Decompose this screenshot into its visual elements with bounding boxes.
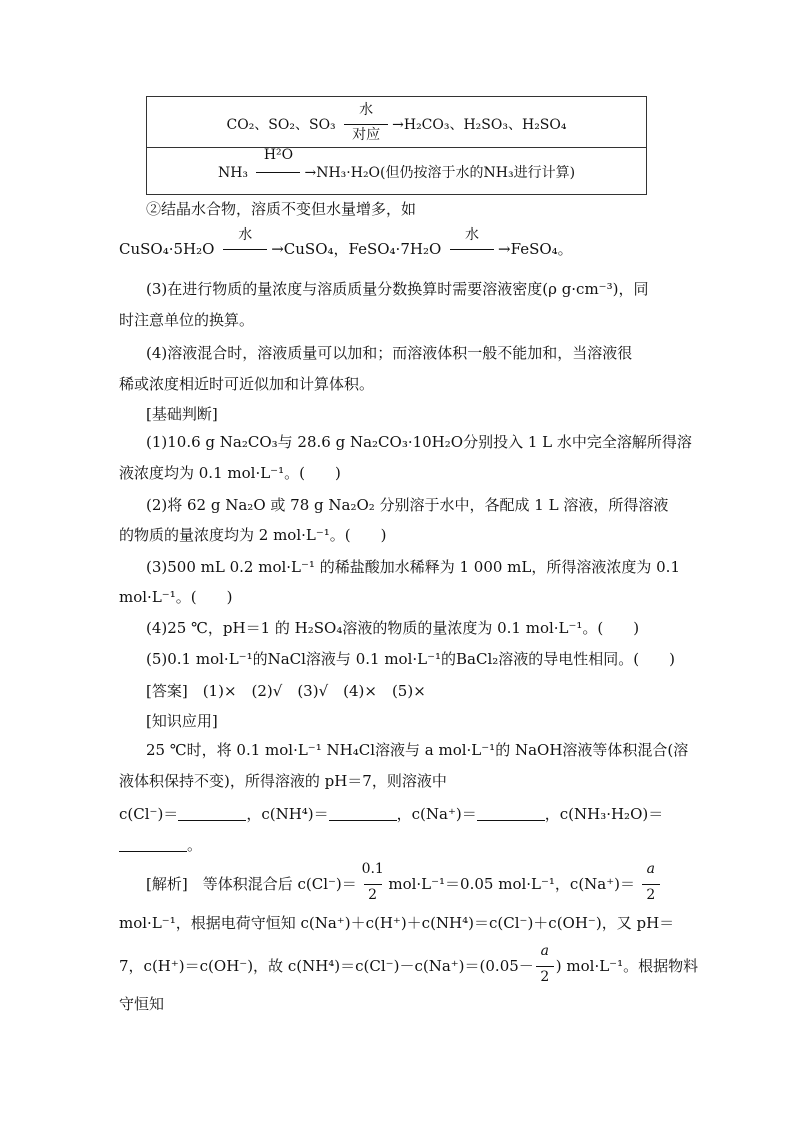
reaction-arrow — [219, 227, 271, 257]
fraction-denominator: 2 — [540, 969, 550, 985]
analysis-line: mol·L⁻¹，根据电荷守恒知 c(Na⁺)＋c(H⁺)＋c(NH⁴)＝c(Cl⁻)＋c(OH⁻)，又 pH＝ — [119, 914, 675, 932]
hydrate-2-text: →CuSO₄，FeSO₄·7H₂O — [271, 240, 442, 258]
hydrate-equation-line — [119, 227, 573, 259]
paragraph-line: (4)溶液混合时，溶液质量可以加和；而溶液体积一般不能加和，当溶液很 — [146, 344, 633, 362]
analysis-text: ) mol·L⁻¹。根据物料 — [555, 957, 699, 975]
analysis-line — [146, 861, 662, 903]
arrow-label-bottom: 对应 — [352, 127, 381, 143]
product-text: →NH₃·H₂O(但仍按溶于水的NH₃进行计算) — [304, 165, 576, 181]
question-line: mol·L⁻¹。( ) — [119, 588, 233, 606]
question-line: (3)500 mL 0.2 mol·L⁻¹ 的稀盐酸加水稀释为 1 000 mL，所得溶液浓度为 0.1 — [146, 558, 680, 576]
nh3h2o-concentration-label: ，c(NH₃·H₂O)＝ — [544, 805, 664, 823]
fraction-denominator: 2 — [646, 887, 656, 903]
question-line: (2)将 62 g Na₂O 或 78 g Na₂O₂ 分别溶于水中，各配成 1 L 溶液，所得溶液 — [146, 496, 669, 514]
question-line: 液浓度均为 0.1 mol·L⁻¹。( ) — [119, 464, 341, 482]
reaction-arrow — [340, 102, 392, 143]
answer-blank — [178, 806, 246, 821]
question-line: (1)10.6 g Na₂CO₃与 28.6 g Na₂CO₃·10H₂O分别投入 1 L 水中完全溶解所得溶 — [146, 433, 692, 451]
problem-line: 液体积保持不变)，所得溶液的 pH＝7，则溶液中 — [119, 772, 447, 790]
analysis-line — [119, 943, 699, 985]
fraction-bar — [642, 884, 660, 885]
reaction-arrow — [446, 227, 498, 257]
question-line: (5)0.1 mol·L⁻¹的NaCl溶液与 0.1 mol·L⁻¹的BaCl₂溶液的导电性相同。( ) — [146, 650, 675, 668]
paragraph-line: 稀或浓度相近时可近似加和计算体积。 — [119, 375, 375, 393]
question-line: 的物质的量浓度均为 2 mol·L⁻¹。( ) — [119, 526, 387, 544]
fraction-numerator: a — [646, 861, 655, 877]
reaction-arrow — [252, 147, 304, 180]
arrow-line — [450, 249, 494, 250]
fraction — [361, 861, 384, 903]
arrow-label-top: 水 — [359, 102, 374, 118]
paragraph-line: ②结晶水合物，溶质不变但水量增多，如 — [146, 200, 417, 218]
reactants-text: CO₂、SO₂、SO₃ — [226, 117, 336, 133]
analysis-text: [解析] 等体积混合后 c(Cl⁻)＝ — [146, 875, 357, 893]
cl-concentration-label: c(Cl⁻)＝ — [119, 805, 179, 823]
question-line: (4)25 ℃，pH＝1 的 H₂SO₄溶液的物质的量浓度为 0.1 mol·L⁻¹。( ) — [146, 619, 640, 637]
nh4-concentration-label: ，c(NH⁴)＝ — [246, 805, 329, 823]
fraction-bar — [536, 966, 554, 967]
analysis-line: 守恒知 — [119, 995, 165, 1013]
reactant-text: NH₃ — [217, 165, 249, 181]
fraction — [534, 943, 556, 985]
hydrate-3-text: →FeSO₄。 — [498, 240, 573, 258]
fill-in-line — [119, 803, 663, 824]
answer-line: [答案] (1)× (2)√ (3)√ (4)× (5)× — [146, 682, 426, 700]
answer-blank — [119, 837, 187, 852]
arrow-label-top: 水 — [465, 227, 480, 243]
fill-in-line — [119, 834, 202, 855]
arrow-line — [223, 249, 267, 250]
paragraph-line: 时注意单位的换算。 — [119, 311, 255, 329]
fraction-denominator: 2 — [368, 887, 378, 903]
table-row-ammonia — [146, 147, 647, 195]
answer-blank — [329, 806, 397, 821]
section-heading: [基础判断] — [146, 405, 218, 423]
fraction-bar — [364, 884, 382, 885]
table-row-acid-oxides — [146, 96, 647, 148]
section-heading: [知识应用] — [146, 712, 218, 730]
arrow-label-top: 水 — [238, 227, 253, 243]
na-concentration-label: ，c(Na⁺)＝ — [396, 805, 477, 823]
fraction-numerator: 0.1 — [361, 861, 384, 877]
problem-line: 25 ℃时，将 0.1 mol·L⁻¹ NH₄Cl溶液与 a mol·L⁻¹的 NaOH溶液等体积混合(溶 — [146, 741, 689, 759]
answer-blank — [477, 806, 545, 821]
fraction-numerator: a — [540, 943, 549, 959]
arrow-label-top: H²O — [263, 147, 294, 163]
reaction-ammonia — [147, 147, 646, 182]
period-text: 。 — [187, 836, 203, 854]
analysis-text: mol·L⁻¹＝0.05 mol·L⁻¹，c(Na⁺)＝ — [388, 875, 636, 893]
reaction-acid-oxides — [147, 102, 646, 143]
fraction — [640, 861, 662, 903]
arrow-line — [256, 172, 300, 173]
analysis-text: 7，c(H⁺)＝c(OH⁻)，故 c(NH⁴)＝c(Cl⁻)－c(Na⁺)＝(0.05－ — [119, 957, 534, 975]
hydrate-1-text: CuSO₄·5H₂O — [119, 240, 215, 258]
paragraph-line: (3)在进行物质的量浓度与溶质质量分数换算时需要溶液密度(ρ g·cm⁻³)，同 — [146, 280, 649, 298]
products-text: →H₂CO₃、H₂SO₃、H₂SO₄ — [392, 117, 567, 133]
